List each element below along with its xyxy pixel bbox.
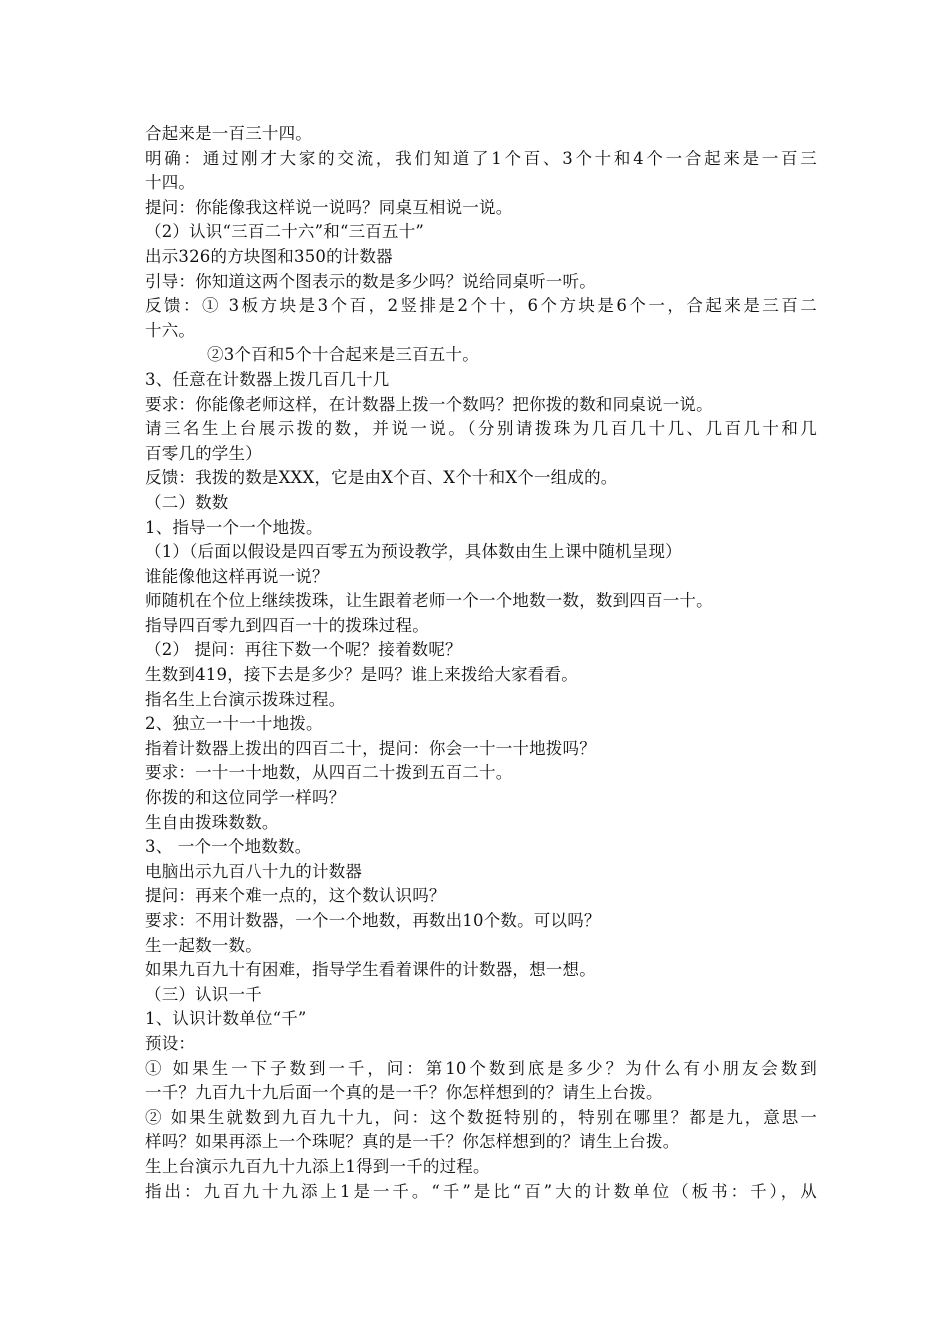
text-line: 师随机在个位上继续拨珠，让生跟着老师一个一个地数一数，数到四百一十。 (145, 591, 713, 611)
text-line: 指出：九百九十九添上1是一千。“千”是比“百”大的计数单位（板书：千），从 (145, 1181, 817, 1201)
text-line: 指名生上台演示拨珠过程。 (145, 689, 346, 709)
text-line: 提问：再来个难一点的，这个数认识吗？ (145, 886, 446, 906)
section-heading: 2、独立一十一十地拨。 (145, 714, 323, 734)
text-line: 十四。 (145, 173, 196, 193)
text-line: ① 如果生一下子数到一千，问：第10个数到底是多少？为什么有小朋友会数到 (145, 1058, 817, 1078)
text-line: 生自由拨珠数数。 (145, 812, 279, 832)
text-line: 明确：通过刚才大家的交流，我们知道了1个百、3个十和4个一合起来是一百三 (145, 148, 817, 168)
text-line: 谁能像他这样再说一说？ (145, 566, 329, 586)
lesson-plan-text (145, 122, 817, 1204)
text-line: 引导：你知道这两个图表示的数是多少吗？说给同桌听一听。 (145, 271, 596, 291)
text-line: 一千？九百九十九后面一个真的是一千？你怎样想到的？请生上台拨。 (145, 1083, 663, 1103)
section-heading: 3、 一个一个地数数。 (145, 837, 312, 857)
text-line: 样吗？如果再添上一个珠呢？真的是一千？你怎样想到的？请生上台拨。 (145, 1132, 680, 1152)
text-line: 要求：你能像老师这样，在计数器上拨一个数吗？把你拨的数和同桌说一说。 (145, 394, 713, 414)
text-line: 生数到419，接下去是多少？是吗？谁上来拨给大家看看。 (145, 665, 578, 685)
text-line: 生上台演示九百九十九添上1得到一千的过程。 (145, 1156, 490, 1176)
text-line: 十六。 (145, 320, 196, 340)
text-line: 你拨的和这位同学一样吗？ (145, 788, 346, 808)
text-line: 请三名生上台展示拨的数，并说一说。（分别请拨珠为几百几十几、几百几十和几 (145, 419, 817, 439)
section-heading: 1、认识计数单位“千” (145, 1009, 307, 1029)
text-line: 提问：你能像我这样说一说吗？同桌互相说一说。 (145, 197, 513, 217)
text-line: 反馈：① 3板方块是3个百，2竖排是2个十，6个方块是6个一，合起来是三百二 (145, 296, 817, 316)
text-line: 出示326的方块图和350的计数器 (145, 246, 393, 266)
section-heading: 3、任意在计数器上拨几百几十几 (145, 369, 390, 389)
text-line: 要求：一十一十地数，从四百二十拨到五百二十。 (145, 763, 513, 783)
text-line: 反馈：我拨的数是XXX，它是由X个百、X个十和X个一组成的。 (145, 468, 618, 488)
section-heading: （二）数数 (145, 492, 229, 512)
text-line: （1）（后面以假设是四百零五为预设教学，具体数由生上课中随机呈现） (145, 542, 682, 562)
text-line: 预设： (145, 1033, 196, 1053)
text-line: 百零几的学生） (145, 443, 262, 463)
section-heading: 1、指导一个一个地拨。 (145, 517, 323, 537)
text-line: 指导四百零九到四百一十的拨珠过程。 (145, 615, 429, 635)
text-line: ② 如果生就数到九百九十九，问：这个数挺特别的，特别在哪里？都是九，意思一 (145, 1107, 817, 1127)
text-line: ②3个百和5个十合起来是三百五十。 (207, 345, 479, 365)
text-line: 要求：不用计数器，一个一个地数，再数出10个数。可以吗？ (145, 911, 601, 930)
section-heading: （三）认识一千 (145, 984, 262, 1004)
text-line: 如果九百九十有困难，指导学生看着课件的计数器，想一想。 (145, 960, 596, 980)
section-heading: （2）认识“三百二十六”和“三百五十” (145, 222, 425, 242)
text-line: 生一起数一数。 (145, 935, 262, 955)
text-line: 合起来是一百三十四。 (145, 124, 312, 143)
text-line: （2） 提问：再往下数一个呢？接着数呢？ (145, 640, 462, 660)
text-line: 电脑出示九百八十九的计数器 (145, 861, 363, 881)
text-line: 指着计数器上拨出的四百二十，提问：你会一十一十地拨吗？ (145, 738, 596, 758)
